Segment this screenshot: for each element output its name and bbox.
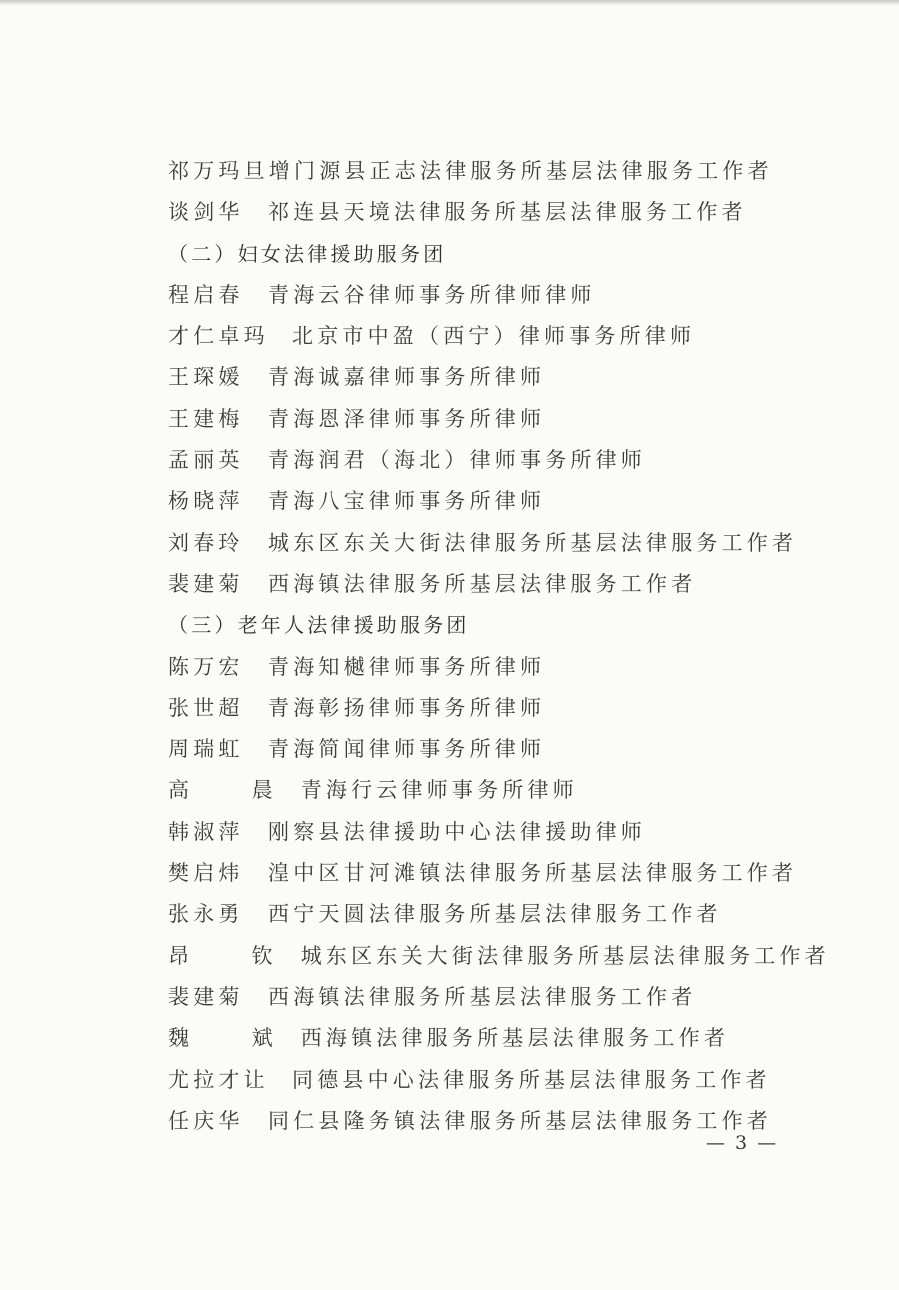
list-item (168, 481, 808, 522)
member-name: 昂 钦 (168, 943, 301, 968)
member-org: 城东区东关大街法律服务所基层法律服务工作者 (268, 530, 798, 555)
member-org: 西海镇法律服务所基层法律服务工作者 (300, 1026, 730, 1051)
member-name: 高 晨 (168, 778, 301, 803)
member-name: 魏 斌 (168, 1026, 301, 1051)
member-org: 门源县正志法律服务所基层法律服务工作者 (294, 159, 773, 183)
member-name: 周瑞虹 (168, 737, 244, 762)
member-org: 青海八宝律师事务所律师 (268, 489, 546, 514)
scan-top-edge (0, 0, 899, 6)
member-org: 青海诚嘉律师事务所律师 (268, 365, 546, 390)
member-name: 刘春玲 (168, 530, 244, 555)
page-number: — 3 — (706, 1132, 779, 1154)
member-name: 陈万宏 (168, 654, 244, 679)
member-org: 西海镇法律服务所基层法律服务工作者 (268, 571, 697, 596)
member-name: 韩淑萍 (168, 819, 244, 844)
section-heading-elderly: （三）老年人法律援助服务团 (168, 613, 470, 638)
list-item (168, 853, 808, 894)
list-item (168, 1018, 808, 1059)
member-name: 谈剑华 (168, 200, 244, 225)
member-name: 祁万玛旦增 (168, 159, 294, 183)
member-org: 青海知樾律师事务所律师 (268, 654, 546, 679)
member-name: 孟丽英 (168, 448, 244, 473)
member-name: 张世超 (168, 695, 244, 720)
member-name: 裴建菊 (168, 571, 244, 596)
list-item (168, 770, 808, 811)
member-org: 城东区东关大街法律服务所基层法律服务工作者 (300, 943, 830, 968)
list-item (168, 647, 808, 688)
list-item (168, 316, 808, 357)
member-org: 青海简闻律师事务所律师 (268, 737, 546, 762)
member-name: 才仁卓玛 (168, 324, 269, 349)
list-item (168, 564, 808, 605)
list-item (168, 729, 808, 770)
list-item (168, 936, 830, 977)
list-item (168, 523, 808, 564)
section-heading-women: （二）妇女法律援助服务团 (168, 241, 447, 266)
list-item (168, 977, 808, 1018)
member-name: 王建梅 (168, 406, 244, 431)
member-name: 程启春 (168, 282, 244, 307)
member-org: 西宁天圆法律服务所基层法律服务工作者 (268, 902, 722, 927)
list-item (168, 275, 808, 316)
member-name: 杨晓萍 (168, 489, 244, 514)
member-org: 青海行云律师事务所律师 (300, 778, 578, 803)
list-item (168, 440, 808, 481)
list-item (168, 357, 808, 398)
list-item (168, 894, 808, 935)
list-item (168, 399, 808, 440)
list-item (168, 192, 808, 233)
member-name: 任庆华 (168, 1108, 244, 1133)
member-name: 裴建菊 (168, 984, 244, 1009)
member-org: 同德县中心法律服务所基层法律服务工作者 (292, 1067, 771, 1092)
member-name: 樊启炜 (168, 861, 244, 886)
member-org: 祁连县天境法律服务所基层法律服务工作者 (268, 200, 747, 225)
member-org: 同仁县隆务镇法律服务所基层法律服务工作者 (268, 1108, 772, 1133)
member-org: 青海彰扬律师事务所律师 (268, 695, 546, 720)
member-name: 张永勇 (168, 902, 244, 927)
list-item (168, 688, 808, 729)
member-org: 青海润君（海北）律师事务所律师 (268, 448, 646, 473)
member-name: 尤拉才让 (168, 1067, 269, 1092)
member-list (168, 151, 830, 1142)
member-org: 青海恩泽律师事务所律师 (268, 406, 546, 431)
list-item (168, 812, 808, 853)
member-org: 西海镇法律服务所基层法律服务工作者 (268, 984, 697, 1009)
member-name: 王琛媛 (168, 365, 244, 390)
list-item (168, 151, 808, 192)
member-org: 青海云谷律师事务所律师律师 (268, 282, 596, 307)
member-org: 湟中区甘河滩镇法律服务所基层法律服务工作者 (268, 861, 798, 886)
member-org: 刚察县法律援助中心法律援助律师 (268, 819, 646, 844)
list-item (168, 1060, 808, 1101)
member-org: 北京市中盈（西宁）律师事务所律师 (292, 324, 696, 349)
